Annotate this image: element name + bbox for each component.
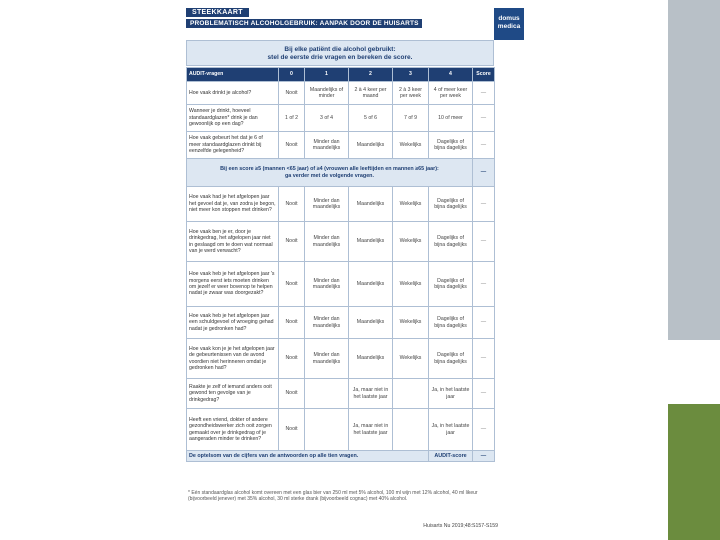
sheet-title: PROBLEMATISCH ALCOHOLGEBRUIK: AANPAK DOOR DE HUISARTS <box>186 19 422 28</box>
table-row <box>187 105 495 132</box>
table-row <box>187 307 495 339</box>
audit-table <box>186 67 495 462</box>
question-cell: Hoe vaak kon je je het afgelopen jaar de gebeurtenissen van de avond voordien niet herinneren omdat je gedronken had? <box>187 339 279 379</box>
option-cell: Nooit <box>279 262 305 307</box>
option-cell: Maandelijks <box>349 187 393 222</box>
option-cell: Dagelijks of bijna dagelijks <box>429 339 473 379</box>
option-cell: Wekelijks <box>393 339 429 379</box>
option-cell: Maandelijks <box>349 222 393 262</box>
accent-bar-top <box>668 0 720 340</box>
option-cell: Dagelijks of bijna dagelijks <box>429 262 473 307</box>
header-4: 4 <box>429 68 473 82</box>
intro-line-1: Bij elke patiënt die alcohol gebruikt: <box>284 46 396 53</box>
option-cell: Wekelijks <box>393 307 429 339</box>
option-cell: 7 of 9 <box>393 105 429 132</box>
header-1: 1 <box>305 68 349 82</box>
option-cell: Nooit <box>279 187 305 222</box>
option-cell: Wekelijks <box>393 262 429 307</box>
option-cell: 1 of 2 <box>279 105 305 132</box>
table-row <box>187 339 495 379</box>
option-cell: Minder dan maandelijks <box>305 339 349 379</box>
option-cell: Maandelijks <box>349 262 393 307</box>
score-cell: — <box>473 82 495 105</box>
option-cell: Ja, in het laatste jaar <box>429 409 473 451</box>
band-line-1: Bij een score ≥5 (mannen <65 jaar) of ≥4 (vrouwen alle leeftijden en mannen ≥65 jaar): <box>220 166 439 173</box>
header-0: 0 <box>279 68 305 82</box>
option-cell: Minder dan maandelijks <box>305 132 349 159</box>
question-cell: Raakte je zelf of iemand anders ooit gewond ten gevolge van je drinkgedrag? <box>187 379 279 409</box>
option-cell-empty <box>305 379 349 409</box>
table-row <box>187 132 495 159</box>
score-cell: — <box>473 307 495 339</box>
score-cell: — <box>473 379 495 409</box>
option-cell: Maandelijks <box>349 307 393 339</box>
option-cell: Nooit <box>279 82 305 105</box>
table-row <box>187 409 495 451</box>
option-cell: Nooit <box>279 307 305 339</box>
domus-medica-logo <box>494 8 524 40</box>
question-cell: Wanneer je drinkt, hoeveel standaardglazen* drink je dan gewoonlijk op een dag? <box>187 105 279 132</box>
option-cell: 2 à 3 keer per week <box>393 82 429 105</box>
option-cell-empty <box>305 409 349 451</box>
header-score: Score <box>473 68 495 82</box>
band-line-2: ga verder met de volgende vragen. <box>285 172 374 179</box>
instruction-band-text <box>187 159 473 187</box>
option-cell: Wekelijks <box>393 132 429 159</box>
header-audit-vragen: AUDIT-vragen <box>187 68 279 82</box>
option-cell: Wekelijks <box>393 222 429 262</box>
intro-box <box>186 40 494 66</box>
option-cell: 3 of 4 <box>305 105 349 132</box>
option-cell: Maandelijks <box>349 132 393 159</box>
total-row <box>187 451 495 462</box>
total-label: De optelsom van de cijfers van de antwoorden op alle tien vragen. <box>187 451 429 462</box>
option-cell: Nooit <box>279 132 305 159</box>
option-cell: Dagelijks of bijna dagelijks <box>429 132 473 159</box>
table-row <box>187 82 495 105</box>
option-cell-empty <box>393 379 429 409</box>
score-cell: — <box>473 339 495 379</box>
intro-line-2: stel de eerste drie vragen en bereken de score. <box>267 54 413 61</box>
table-row <box>187 187 495 222</box>
option-cell: Ja, in het laatste jaar <box>429 379 473 409</box>
question-cell: Hoe vaak ben je er, door je drinkgedrag, het afgelopen jaar niet in geslaagd om te doen wat normaal van je werd verwacht? <box>187 222 279 262</box>
option-cell: 2 à 4 keer per maand <box>349 82 393 105</box>
header-3: 3 <box>393 68 429 82</box>
instruction-band <box>187 159 495 187</box>
question-cell: Hoe vaak heb je het afgelopen jaar 's morgens eerst iets moeten drinken om jezelf er weer bovenop te helpen nadat je zwaar was doorgezakt? <box>187 262 279 307</box>
question-cell: Heeft een vriend, dokter of andere gezondheidswerker zich ooit zorgen gemaakt over je drinkgedrag of je aangeraden minder te drinken? <box>187 409 279 451</box>
table-row <box>187 222 495 262</box>
option-cell: Nooit <box>279 222 305 262</box>
logo-text: domus medica <box>497 15 521 30</box>
option-cell-empty <box>393 409 429 451</box>
option-cell: Dagelijks of bijna dagelijks <box>429 307 473 339</box>
score-cell: — <box>473 132 495 159</box>
score-cell: — <box>473 409 495 451</box>
table-header <box>187 68 495 82</box>
audit-sheet <box>186 6 521 536</box>
option-cell: Nooit <box>279 379 305 409</box>
option-cell: Nooit <box>279 339 305 379</box>
option-cell: 4 of meer keer per week <box>429 82 473 105</box>
score-cell: — <box>473 222 495 262</box>
option-cell: Ja, maar niet in het laatste jaar <box>349 409 393 451</box>
option-cell: Dagelijks of bijna dagelijks <box>429 222 473 262</box>
option-cell: Wekelijks <box>393 187 429 222</box>
option-cell: 5 of 6 <box>349 105 393 132</box>
question-cell: Hoe vaak drinkt je alcohol? <box>187 82 279 105</box>
sheet-tag: STEEKKAART <box>186 8 249 17</box>
question-cell: Hoe vaak had je het afgelopen jaar het gevoel dat je, van zodra je begon, niet meer kon stoppen met drinken? <box>187 187 279 222</box>
footnote: * Eén standaardglas alcohol komt overeen met een glas bier van 250 ml met 5% alcohol, 100 ml wijn met 12% alcohol, 40 ml likeur (bijvoorbeeld jenever) met 35% alcohol, 30 ml sterke drank (bijvoorbeeld cognac) met 40% alcohol. <box>188 490 478 503</box>
score-cell: — <box>473 105 495 132</box>
total-score-label: AUDIT-score <box>429 451 473 462</box>
question-cell: Hoe vaak heb je het afgelopen jaar een schuldgevoel of wroeging gehad nadat je gedronken had? <box>187 307 279 339</box>
score-cell: — <box>473 262 495 307</box>
option-cell: Maandelijks of minder <box>305 82 349 105</box>
source-citation: Huisarts Nu 2019;48:S157-S159 <box>423 523 498 529</box>
option-cell: Dagelijks of bijna dagelijks <box>429 187 473 222</box>
option-cell: Minder dan maandelijks <box>305 307 349 339</box>
table-row <box>187 379 495 409</box>
option-cell: Minder dan maandelijks <box>305 262 349 307</box>
option-cell: Minder dan maandelijks <box>305 222 349 262</box>
table-row <box>187 262 495 307</box>
score-cell: — <box>473 187 495 222</box>
total-score-cell: — <box>473 451 495 462</box>
accent-bar-bottom <box>668 404 720 540</box>
option-cell: Ja, maar niet in het laatste jaar <box>349 379 393 409</box>
question-cell: Hoe vaak gebeurt het dat je 6 of meer standaardglazen drinkt bij eenzelfde gelegenheid? <box>187 132 279 159</box>
option-cell: Minder dan maandelijks <box>305 187 349 222</box>
option-cell: Nooit <box>279 409 305 451</box>
score-cell: — <box>473 159 495 187</box>
header-2: 2 <box>349 68 393 82</box>
option-cell: 10 of meer <box>429 105 473 132</box>
option-cell: Maandelijks <box>349 339 393 379</box>
